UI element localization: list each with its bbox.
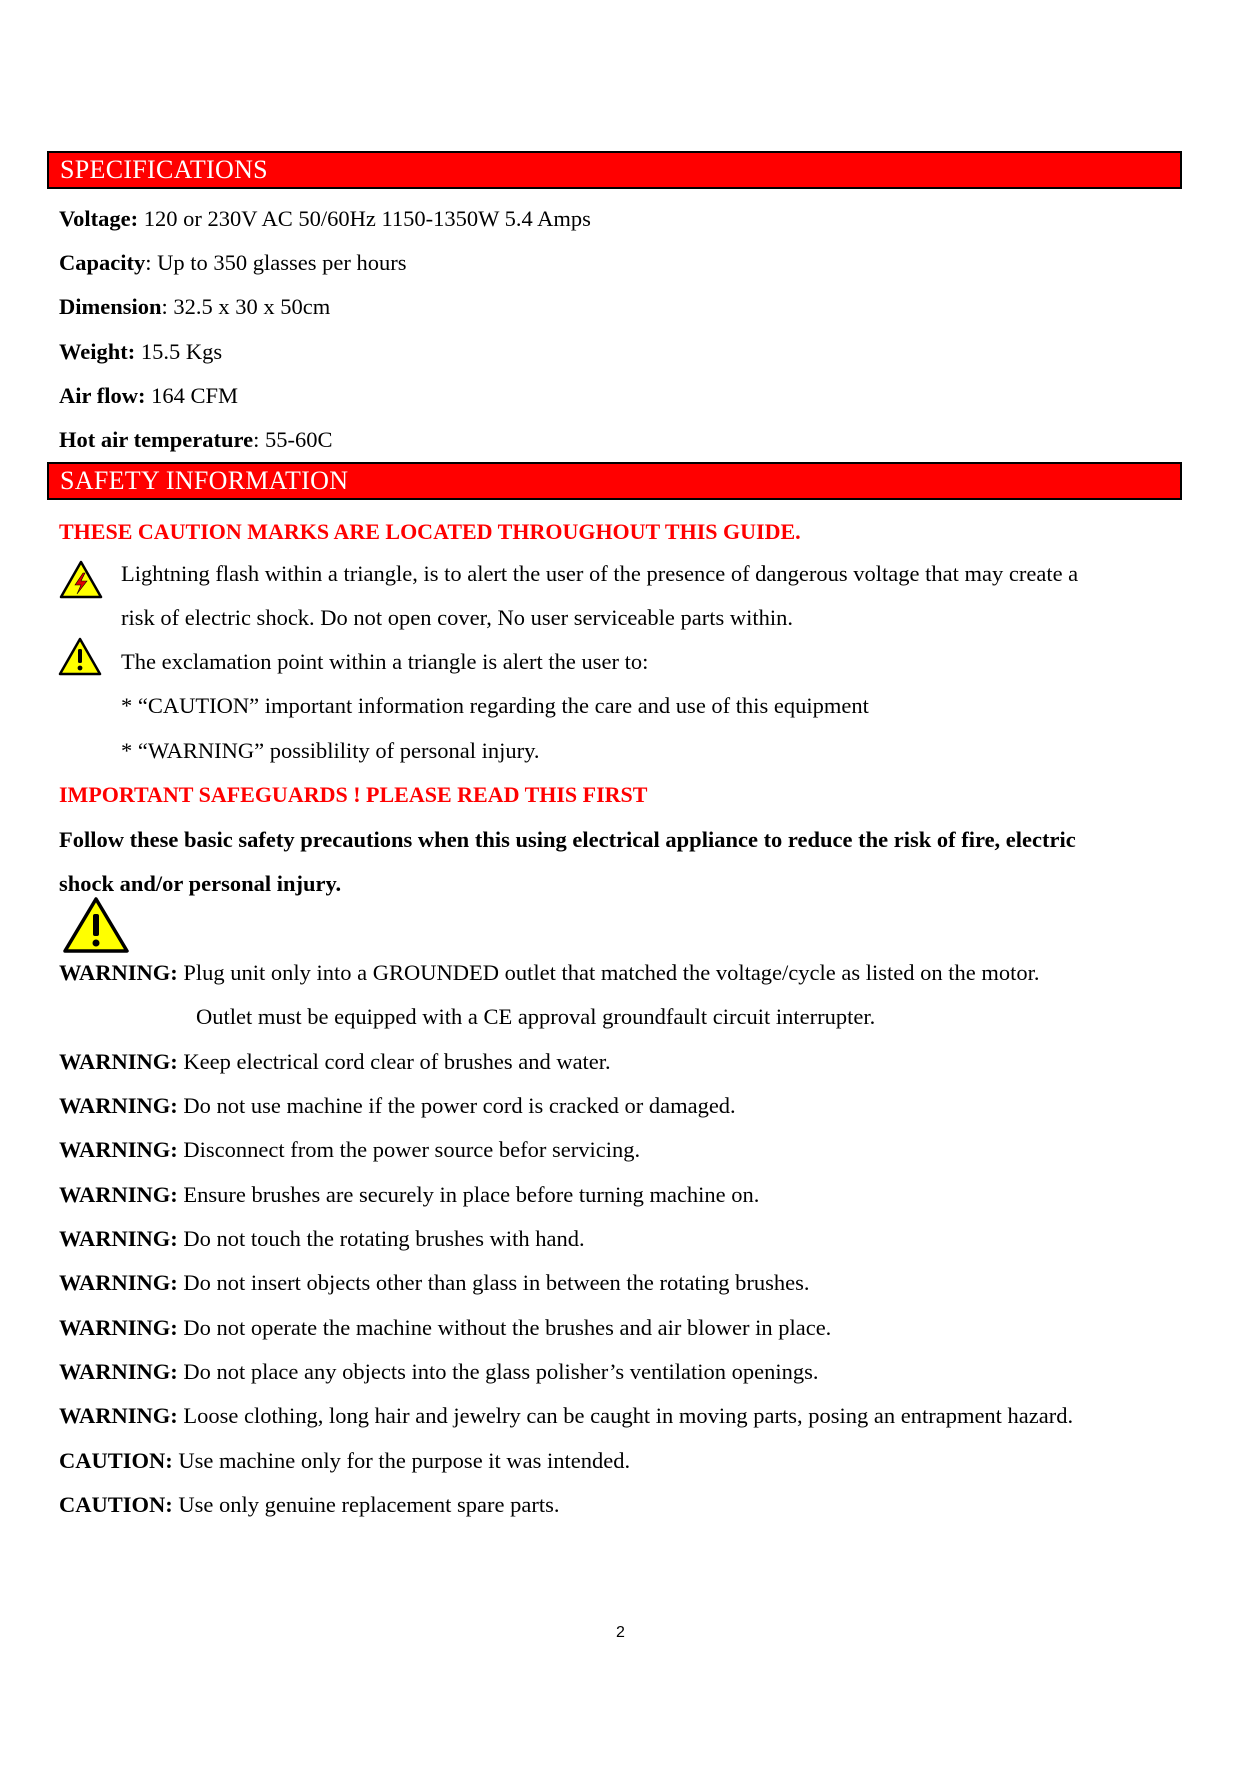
warning-item: WARNING: Do not operate the machine without the brushes and air blower in place. xyxy=(59,1315,832,1340)
page-number: 2 xyxy=(616,1624,625,1641)
caution-marks-heading: THESE CAUTION MARKS ARE LOCATED THROUGHOUT THIS GUIDE. xyxy=(59,519,801,544)
spec-weight: Weight: 15.5 Kgs xyxy=(59,339,223,364)
warning-item: WARNING: Loose clothing, long hair and jewelry can be caught in moving parts, posing an entrapment hazard. xyxy=(59,1403,1074,1428)
safety-heading-bar xyxy=(47,462,1182,500)
spec-capacity: Capacity: Up to 350 glasses per hours xyxy=(59,250,407,275)
warning-item: WARNING: Ensure brushes are securely in place before turning machine on. xyxy=(59,1182,760,1207)
warning-item-continuation: Outlet must be equipped with a CE approval groundfault circuit interrupter. xyxy=(196,1004,876,1029)
warning-item: WARNING: Do not touch the rotating brushes with hand. xyxy=(59,1226,585,1251)
large-exclamation-warning-icon xyxy=(62,896,130,954)
safety-intro-line2: shock and/or personal injury. xyxy=(59,871,342,896)
safeguards-heading: IMPORTANT SAFEGUARDS ! PLEASE READ THIS FIRST xyxy=(59,782,648,807)
lightning-warning-icon xyxy=(59,560,103,599)
warning-bullet: * “WARNING” possiblility of personal injury. xyxy=(121,738,540,763)
warning-item: WARNING: Disconnect from the power source befor servicing. xyxy=(59,1137,641,1162)
warning-item: WARNING: Do not insert objects other than glass in between the rotating brushes. xyxy=(59,1270,810,1295)
spec-voltage: Voltage: 120 or 230V AC 50/60Hz 1150-1350W 5.4 Amps xyxy=(59,206,591,231)
warning-item: WARNING: Keep electrical cord clear of brushes and water. xyxy=(59,1049,611,1074)
caution-item: CAUTION: Use machine only for the purpose it was intended. xyxy=(59,1448,631,1473)
spec-dimension: Dimension: 32.5 x 30 x 50cm xyxy=(59,294,331,319)
safety-intro-line1: Follow these basic safety precautions when this using electrical appliance to reduce the risk of fire, electric xyxy=(59,827,1076,852)
exclamation-warning-icon xyxy=(58,637,102,676)
safety-heading: SAFETY INFORMATION xyxy=(60,466,349,495)
warning-item: WARNING: Plug unit only into a GROUNDED outlet that matched the voltage/cycle as listed on the motor. xyxy=(59,960,1040,985)
warning-item: WARNING: Do not use machine if the power cord is cracked or damaged. xyxy=(59,1093,736,1118)
caution-bullet: * “CAUTION” important information regarding the care and use of this equipment xyxy=(121,693,869,718)
lightning-description-line2: risk of electric shock. Do not open cover, No user serviceable parts within. xyxy=(121,605,794,630)
spec-air-flow: Air flow: 164 CFM xyxy=(59,383,238,408)
exclamation-description: The exclamation point within a triangle is alert the user to: xyxy=(121,649,649,674)
caution-item: CAUTION: Use only genuine replacement spare parts. xyxy=(59,1492,560,1517)
specifications-heading: SPECIFICATIONS xyxy=(60,155,268,184)
spec-hot-air-temperature: Hot air temperature: 55-60C xyxy=(59,427,333,452)
lightning-description-line1: Lightning flash within a triangle, is to alert the user of the presence of dangerous voltage that may create a xyxy=(121,561,1079,586)
warning-item: WARNING: Do not place any objects into the glass polisher’s ventilation openings. xyxy=(59,1359,819,1384)
specifications-heading-bar xyxy=(47,151,1182,189)
